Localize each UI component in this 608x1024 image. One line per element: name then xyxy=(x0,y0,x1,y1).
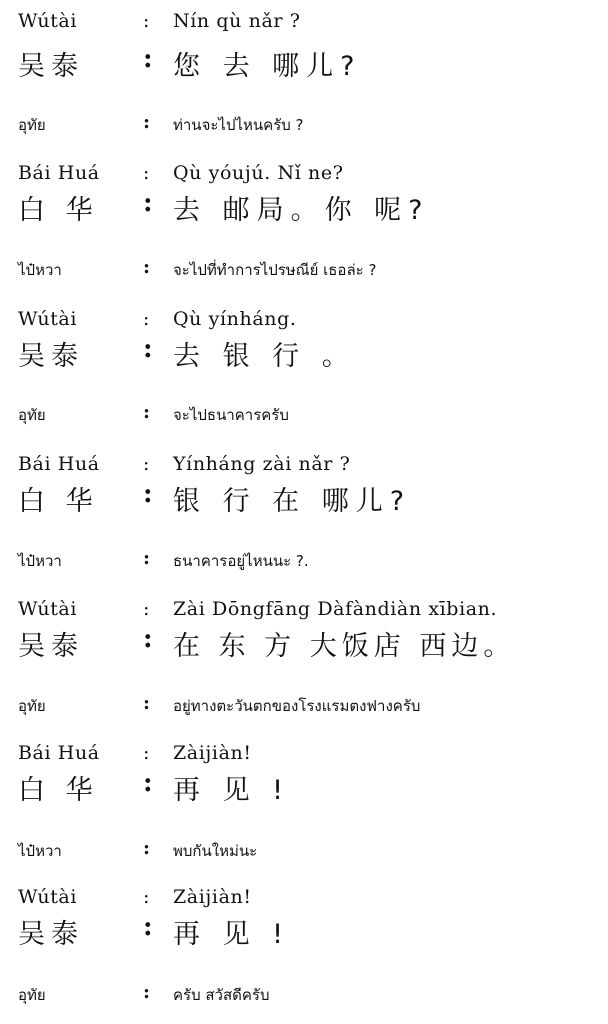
separator: : xyxy=(143,598,151,620)
speaker-pinyin: Wútài xyxy=(18,886,78,908)
separator: : xyxy=(143,768,153,798)
thai-text: พบกันใหม่นะ xyxy=(173,842,258,860)
separator: : xyxy=(143,624,153,654)
thai-text: อยู่ทางตะวันตกของโรงแรมตงฟางครับ xyxy=(173,697,421,715)
separator: : xyxy=(143,401,151,423)
separator: : xyxy=(143,308,151,330)
hanzi-text: 银 行 在 哪儿? xyxy=(173,486,412,517)
speaker-pinyin: Wútài xyxy=(18,598,78,620)
separator: : xyxy=(143,479,153,509)
hanzi-text: 再 见 ! xyxy=(173,919,290,950)
speaker-pinyin: Bái Huá xyxy=(18,162,100,184)
hanzi-text: 再 见 ! xyxy=(173,775,290,806)
hanzi-text: 去 邮局。你 呢? xyxy=(173,195,430,226)
pinyin-text: Zài Dōngfāng Dàfàndiàn xībian. xyxy=(173,598,498,620)
separator: : xyxy=(143,837,151,859)
thai-text: จะไปที่ทำการไปรษณีย์ เธอล่ะ ? xyxy=(173,261,377,279)
speaker-hanzi: 白 华 xyxy=(18,775,99,806)
separator: : xyxy=(143,10,151,32)
speaker-thai: อุทัย xyxy=(18,697,46,715)
speaker-pinyin: Wútài xyxy=(18,308,78,330)
separator: : xyxy=(143,886,151,908)
pinyin-text: Zàijiàn! xyxy=(173,742,252,764)
speaker-thai: อุทัย xyxy=(18,116,46,134)
speaker-pinyin: Bái Huá xyxy=(18,742,100,764)
speaker-thai: อุทัย xyxy=(18,406,46,424)
separator: : xyxy=(143,692,151,714)
pinyin-text: Qù yóujú. Nǐ ne? xyxy=(173,162,344,184)
pinyin-text: Nín qù nǎr ? xyxy=(173,10,301,32)
separator: : xyxy=(143,256,151,278)
speaker-thai: อุทัย xyxy=(18,986,46,1004)
speaker-hanzi: 吴泰 xyxy=(18,51,84,82)
speaker-hanzi: 吴泰 xyxy=(18,631,84,662)
separator: : xyxy=(143,981,151,1003)
hanzi-text: 去 银 行 。 xyxy=(173,341,356,372)
separator: : xyxy=(143,547,151,569)
separator: : xyxy=(143,44,153,74)
speaker-hanzi: 白 华 xyxy=(18,195,99,226)
separator: : xyxy=(143,162,151,184)
hanzi-text: 在 东 方 大饭店 西边。 xyxy=(173,631,516,662)
speaker-pinyin: Bái Huá xyxy=(18,453,100,475)
separator: : xyxy=(143,188,153,218)
separator: : xyxy=(143,912,153,942)
thai-text: ธนาคารอยู่ไหนนะ ?. xyxy=(173,552,309,570)
thai-text: ท่านจะไปไหนครับ ? xyxy=(173,116,304,134)
pinyin-text: Yínháng zài nǎr ? xyxy=(173,453,351,475)
speaker-thai: ไป๋หวา xyxy=(18,261,62,279)
speaker-thai: ไป๋หวา xyxy=(18,552,62,570)
speaker-pinyin: Wútài xyxy=(18,10,78,32)
hanzi-text: 您 去 哪儿? xyxy=(173,51,362,82)
separator: : xyxy=(143,111,151,133)
thai-text: จะไปธนาคารครับ xyxy=(173,406,289,424)
separator: : xyxy=(143,334,153,364)
speaker-hanzi: 白 华 xyxy=(18,486,99,517)
speaker-hanzi: 吴泰 xyxy=(18,341,84,372)
speaker-thai: ไป๋หวา xyxy=(18,842,62,860)
thai-text: ครับ สวัสดีครับ xyxy=(173,986,270,1004)
pinyin-text: Qù yínháng. xyxy=(173,308,297,330)
separator: : xyxy=(143,453,151,475)
speaker-hanzi: 吴泰 xyxy=(18,919,84,950)
separator: : xyxy=(143,742,151,764)
pinyin-text: Zàijiàn! xyxy=(173,886,252,908)
